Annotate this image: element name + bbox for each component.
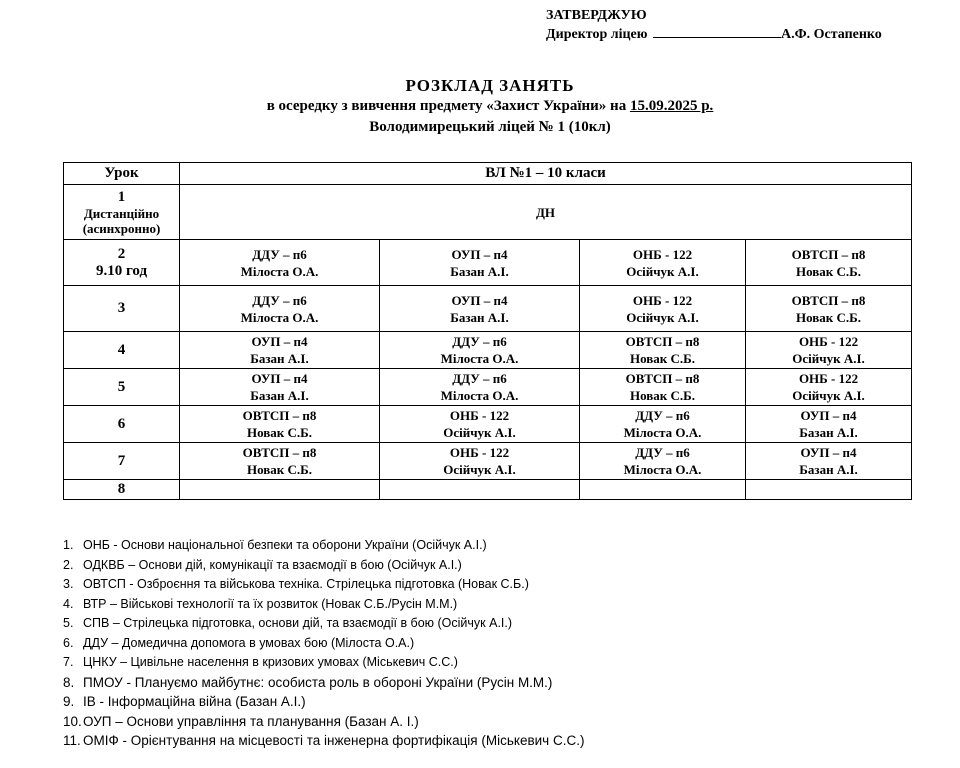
teacher-name: Мілоста О.А.: [623, 462, 702, 477]
schedule-cell: [380, 369, 580, 406]
legend-item: [63, 614, 584, 634]
schedule-cell: [180, 332, 380, 369]
legend-item: [63, 595, 584, 615]
table-row: [64, 185, 912, 240]
teacher-name: Новак С.Б.: [246, 462, 313, 477]
subject-room: ОВТСП – п8: [791, 292, 866, 308]
schedule-cell: [580, 443, 746, 480]
title-school: Володимирецький ліцей № 1 (10кл): [369, 119, 611, 135]
subject-room: ОВТСП – п8: [242, 408, 317, 423]
lesson-number: 2: [117, 245, 126, 262]
legend-item: [63, 673, 584, 693]
subject-room: ОУП – п4: [251, 334, 308, 349]
lesson-note: (асинхронно): [82, 220, 161, 236]
title-subtitle-text: в осередку з вивчення предмету «Захист України» на: [266, 98, 630, 114]
schedule-cell: [580, 240, 746, 286]
approval-position: Директор ліцею: [546, 27, 648, 42]
subject-room: ДДУ – п6: [252, 246, 307, 262]
teacher-name: Осійчук А.І.: [792, 388, 865, 403]
legend-item: [63, 575, 584, 595]
legend-item: [63, 634, 584, 654]
lesson-cell: [64, 286, 180, 332]
subject-room: ОНБ - 122: [798, 334, 859, 349]
legend-item: [63, 536, 584, 556]
legend-text: ВТР – Військові технології та їх розвиток (Новак С.Б./Русін М.М.): [83, 596, 458, 611]
subject-room: ОУП – п4: [251, 371, 308, 386]
subject-room: ОНБ - 122: [632, 246, 693, 262]
subject-room: ОУП – п4: [451, 292, 508, 308]
title-main: РОЗКЛАД ЗАНЯТЬ: [405, 76, 575, 95]
legend-text: ПМОУ - Плануємо майбутнє: особиста роль в обороні України (Русін М.М.): [83, 674, 553, 690]
lesson-cell: [64, 185, 180, 240]
legend-item: [63, 731, 584, 751]
teacher-name: Новак С.Б.: [629, 388, 696, 403]
title-subtitle: [0, 96, 960, 117]
teacher-name: Новак С.Б.: [246, 425, 313, 440]
schedule-cell: [746, 443, 912, 480]
approval-director-name: А.Ф. Остапенко: [780, 27, 882, 42]
subject-room: ОВТСП – п8: [242, 445, 317, 460]
lesson-time: 9.10 год: [95, 262, 148, 279]
schedule-cell: [380, 480, 580, 500]
subject-room: ДДУ – п6: [452, 334, 507, 349]
teacher-name: Мілоста О.А.: [440, 388, 519, 403]
signature-underline: [653, 25, 781, 38]
lesson-number: 8: [117, 481, 126, 497]
schedule-cell: [746, 406, 912, 443]
schedule-cell: [180, 443, 380, 480]
lesson-number: 5: [117, 378, 126, 395]
legend-number: 6.: [63, 635, 74, 650]
legend-number: 10.: [63, 713, 82, 729]
lesson-note: Дистанційно: [83, 205, 160, 221]
legend-item: [63, 712, 584, 732]
schedule-cell: [580, 480, 746, 500]
teacher-name: Базан А.І.: [250, 388, 309, 403]
schedule-table: [63, 162, 912, 500]
subject-room: ОУП – п4: [800, 445, 857, 460]
document-title: [0, 75, 960, 138]
approval-signature-line: [546, 25, 882, 44]
lesson-number: 7: [117, 452, 126, 469]
subject-room: ОУП – п4: [451, 246, 508, 262]
teacher-name: Базан А.І.: [450, 263, 509, 279]
merged-cell: ДН: [180, 185, 912, 240]
teacher-name: Осійчук А.І.: [626, 309, 699, 325]
legend-text: ЦНКУ – Цивільне населення в кризових умовах (Міськевич С.С.): [83, 655, 458, 669]
table-row: [64, 240, 912, 286]
teacher-name: Осійчук А.І.: [443, 425, 516, 440]
table-row: [64, 480, 912, 500]
teacher-name: Осійчук А.І.: [792, 351, 865, 366]
subject-room: ОНБ - 122: [632, 292, 693, 308]
subject-room: ДДУ – п6: [635, 408, 690, 423]
schedule-cell: [180, 480, 380, 500]
legend-number: 3.: [63, 577, 74, 591]
lesson-cell: [64, 406, 180, 443]
schedule-cell: [180, 240, 380, 286]
legend-text: ДДУ – Домедична допомога в умовах бою (Мілоста О.А.): [83, 635, 415, 650]
lesson-number: 4: [117, 341, 126, 358]
table-row: [64, 369, 912, 406]
teacher-name: Новак С.Б.: [796, 263, 862, 279]
teacher-name: Базан А.І.: [799, 425, 858, 440]
legend-number: 11.: [63, 733, 81, 748]
legend-text: ІВ - Інформаційна війна (Базан А.І.): [83, 694, 306, 709]
schedule-cell: [746, 332, 912, 369]
lesson-cell: [64, 443, 180, 480]
legend-number: 2.: [63, 557, 74, 572]
table-row: [64, 332, 912, 369]
title-date: 15.09.2025 р.: [629, 98, 714, 114]
subject-room: ОВТСП – п8: [625, 334, 700, 349]
legend-number: 1.: [63, 538, 74, 552]
subject-room: ДДУ – п6: [452, 371, 507, 386]
schedule-cell: [380, 443, 580, 480]
approval-block: [546, 6, 882, 44]
lesson-cell: [64, 240, 180, 286]
teacher-name: Базан А.І.: [799, 462, 858, 477]
teacher-name: Мілоста О.А.: [623, 425, 702, 440]
subject-room: ДДУ – п6: [635, 445, 690, 460]
header-lesson: Урок: [64, 163, 180, 185]
legend-text: ОУП – Основи управління та планування (Базан А. І.): [83, 713, 419, 729]
legend-number: 7.: [63, 655, 74, 669]
table-header-row: [64, 163, 912, 185]
schedule-cell: [746, 286, 912, 332]
subject-room: ОВТСП – п8: [791, 246, 866, 262]
teacher-name: Мілоста О.А.: [240, 263, 319, 279]
schedule-cell: [180, 369, 380, 406]
legend-text: ОДКВБ – Основи дій, комунікації та взаємодії в бою (Осійчук А.І.): [83, 557, 462, 572]
lesson-number: 1: [117, 188, 126, 205]
schedule-cell: [580, 332, 746, 369]
subject-room: ОУП – п4: [800, 408, 857, 423]
schedule-cell: [746, 369, 912, 406]
schedule-cell: [180, 406, 380, 443]
table-row: [64, 443, 912, 480]
schedule-cell: [380, 240, 580, 286]
legend-number: 9.: [63, 694, 75, 709]
teacher-name: Осійчук А.І.: [626, 263, 699, 279]
schedule-cell: [180, 286, 380, 332]
legend-item: [63, 653, 584, 673]
subject-room: ОНБ - 122: [449, 445, 510, 460]
table-row: [64, 286, 912, 332]
lesson-cell: [64, 369, 180, 406]
schedule-cell: [746, 240, 912, 286]
legend-text: ОНБ - Основи національної безпеки та оборони України (Осійчук А.І.): [83, 538, 487, 552]
subject-room: ОВТСП – п8: [625, 371, 700, 386]
schedule-cell: [380, 286, 580, 332]
legend-text: ОМІФ - Орієнтування на місцевості та інженерна фортифікація (Міськевич С.С.): [83, 733, 585, 748]
lesson-cell: [64, 332, 180, 369]
approval-title: ЗАТВЕРДЖУЮ: [546, 8, 647, 23]
legend-item: [63, 556, 584, 576]
legend-item: [63, 692, 584, 712]
legend-number: 5.: [63, 616, 74, 630]
schedule-cell: [380, 406, 580, 443]
table-row: [64, 406, 912, 443]
teacher-name: Новак С.Б.: [629, 351, 696, 366]
legend-text: ОВТСП - Озброєння та військова техніка. Стрілецька підготовка (Новак С.Б.): [83, 577, 529, 591]
legend-text: СПВ – Стрілецька підготовка, основи дій, та взаємодії в бою (Осійчук А.І.): [83, 616, 513, 630]
subject-room: ОНБ - 122: [798, 371, 859, 386]
schedule-cell: [580, 369, 746, 406]
subject-legend: [63, 536, 584, 751]
teacher-name: Базан А.І.: [250, 351, 309, 366]
subject-room: ДДУ – п6: [252, 292, 307, 308]
legend-number: 4.: [63, 596, 74, 611]
teacher-name: Мілоста О.А.: [440, 351, 519, 366]
lesson-number: 3: [117, 300, 126, 316]
schedule-cell: [580, 286, 746, 332]
schedule-cell: [746, 480, 912, 500]
legend-number: 8.: [63, 674, 75, 690]
schedule-cell: [380, 332, 580, 369]
subject-room: ОНБ - 122: [449, 408, 510, 423]
teacher-name: Осійчук А.І.: [443, 462, 516, 477]
teacher-name: Мілоста О.А.: [240, 309, 319, 325]
lesson-cell: [64, 480, 180, 500]
header-group: ВЛ №1 – 10 класи: [180, 163, 912, 185]
schedule-cell: [580, 406, 746, 443]
teacher-name: Новак С.Б.: [796, 309, 862, 325]
lesson-number: 6: [117, 415, 126, 432]
teacher-name: Базан А.І.: [450, 309, 509, 325]
